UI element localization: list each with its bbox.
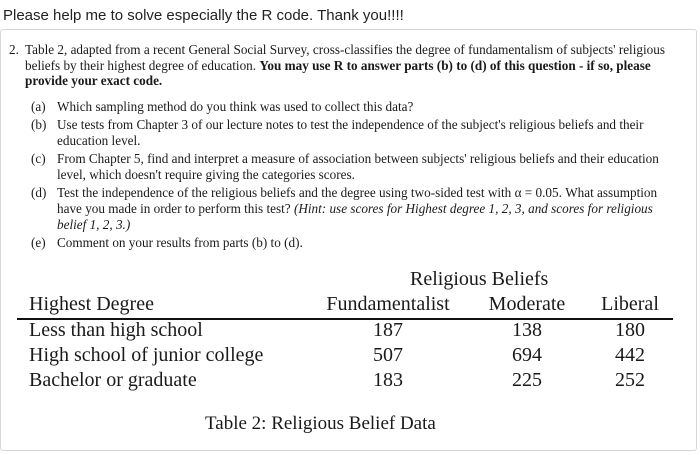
table-cell: 442 [615,344,645,366]
help-request-text: Please help me to solve especially the R code. Thank you!!!! [3,7,404,24]
table-cell: 138 [512,319,542,341]
table-cell: 252 [615,369,645,391]
row-label: High school of junior college [29,344,264,366]
table-row [17,369,673,393]
part-text: Comment on your results from parts (b) to (d). [57,235,303,251]
table-cell: 183 [373,369,403,391]
part-label: (e) [31,235,46,251]
part-label: (a) [31,99,46,114]
part-item [31,151,681,183]
part-label: (b) [31,117,47,133]
row-label: Bachelor or graduate [29,369,197,391]
part-item [31,99,681,115]
table-row [17,344,673,368]
intro-text: Table 2, adapted from a recent General Social Survey, cross-classifies the degree of fundamentalism of subjects' religious beliefs by their highest degree of education. [25,42,665,73]
question-parts [31,99,681,254]
table-cell: 694 [512,344,542,366]
header-fundamentalist: Fundamentalist [326,293,450,315]
part-label: (d) [31,185,47,201]
table-cell: 507 [373,344,403,366]
table-header-row [17,293,673,317]
part-text: Use tests from Chapter 3 of our lecture notes to test the independence of the subject's religious beliefs and their education level. [57,117,644,149]
table-caption: Table 2: Religious Belief Data [205,413,436,434]
header-liberal: Liberal [601,293,659,315]
table-spanner-header: Religious Beliefs [410,268,549,290]
part-text: Which sampling method do you think was used to collect this data? [57,99,414,114]
row-label: Less than high school [29,319,203,341]
part-item [31,117,681,149]
intro-instruction: You may use R to answer parts (b) to (d) of this question - if so, please provide your exact code. [25,57,651,88]
table-cell: 225 [512,369,542,391]
question-intro [25,42,683,89]
header-highest-degree: Highest Degree [29,293,154,315]
part-label: (c) [31,151,46,167]
header-moderate: Moderate [488,293,566,315]
part-item [31,185,681,232]
part-text: From Chapter 5, find and interpret a measure of association between subjects' religious beliefs and their education level, which doesn't require giving the categories scores. [57,151,659,183]
part-hint: (Hint: use scores for Highest degree 1, 2, 3, and scores for religious belief 1, 2, 3.) [57,201,653,233]
table-row [17,319,673,343]
question-number: 2. [9,42,19,57]
part-item [31,235,681,251]
table-cell: 180 [615,319,645,341]
table-cell: 187 [373,319,403,341]
part-text: Test the independence of the religious beliefs and the degree using two-sided test with α = 0.05. What assumption have you made in order to perform this test? [57,185,658,217]
